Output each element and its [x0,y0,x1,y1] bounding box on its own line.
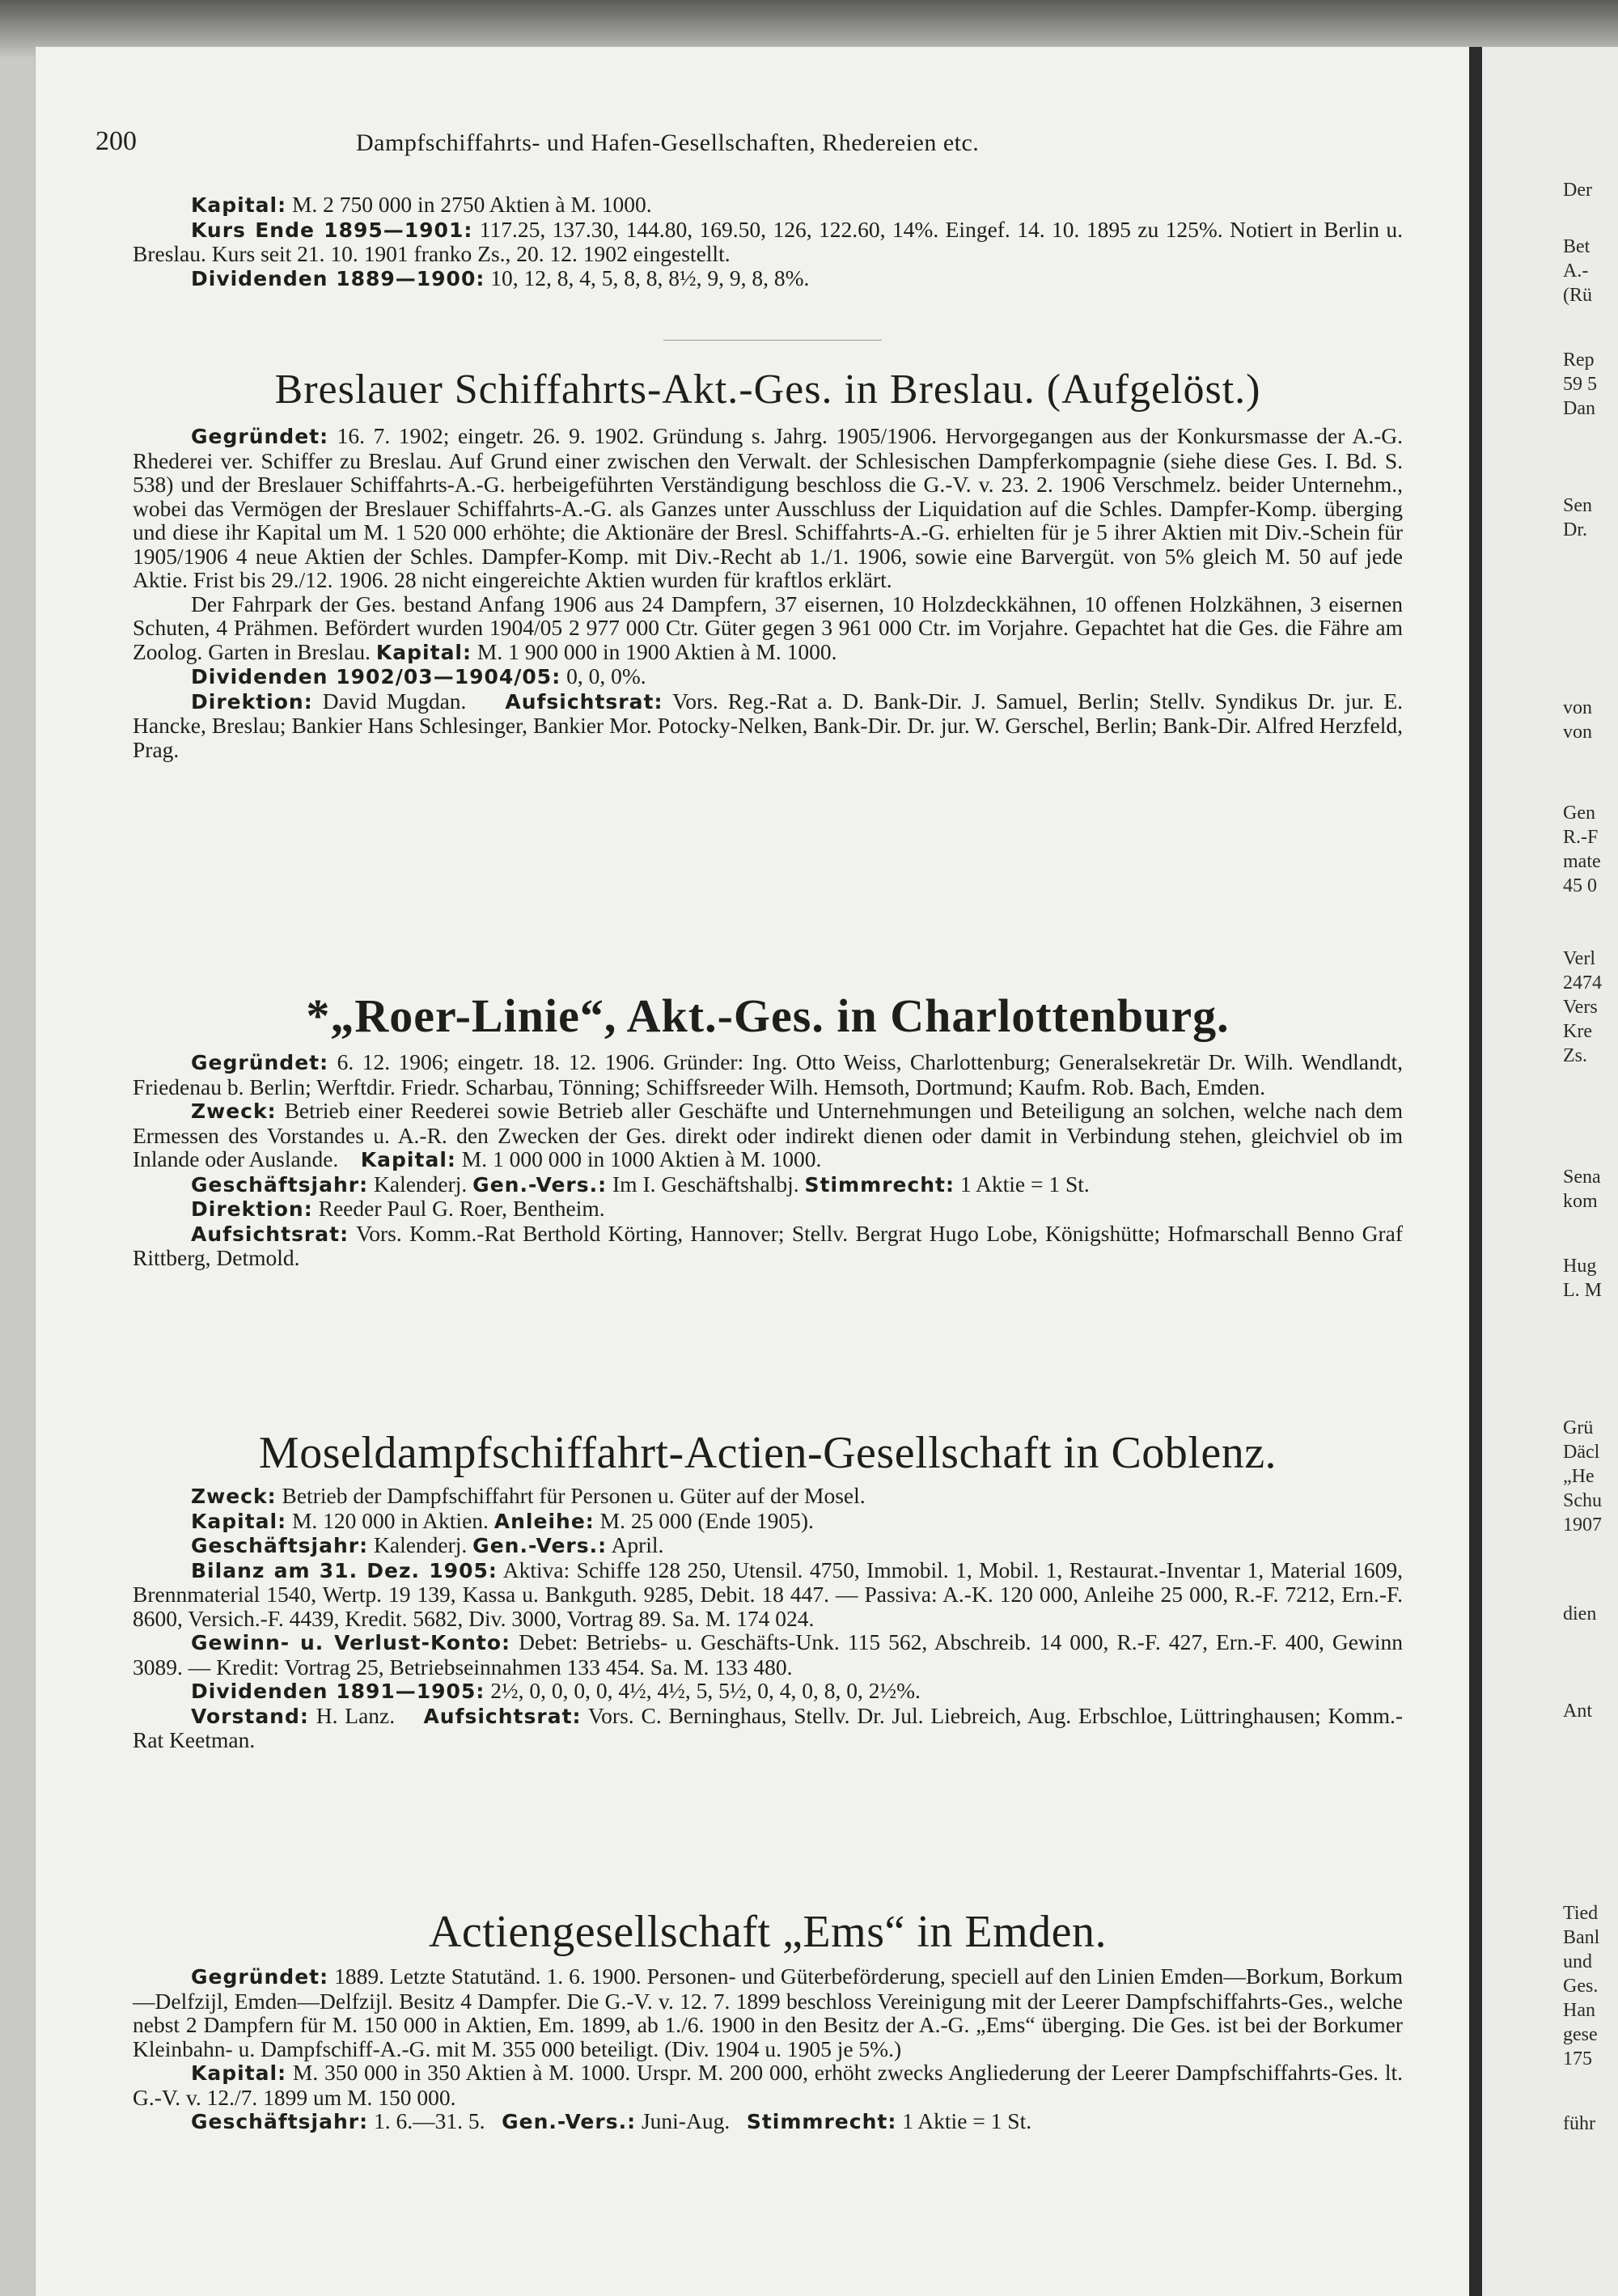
label: Stimmrecht: [804,1172,955,1197]
label: Geschäftsjahr: [191,2110,369,2133]
label: Gewinn- u. Verlust-Konto: [191,1631,511,1654]
entry-title-ems: Actiengesellschaft „Ems“ in Emden. [428,1907,1108,1957]
text: 16. 7. 1902; eingetr. 26. 9. 1902. Gründung s. Jahrg. 1905/1906. Hervorgegangen aus der Konkursmasse der A.-G. Rhederei ver. Schiffer zu Breslau. Auf Grund einer zwischen den Verwalt. der Schlesischen Dampferkompagnie (siehe diese Ges. I. Bd. S. 538) und der Breslauer Schiffahrts-A.-G. herbeigeführten Verständigung beschloss die G.-V. v. 23. 2. 1906 Verschmelz. beider Unternehm., wobei das Vermögen der Breslauer Schiffahrts-A.-G. als Ganzes unter Ausschluss der Liquidation auf die Schles. Dampfer-Komp. überging und diese ihr Kapital um M. 1 520 000 erhöhte; die Aktionäre der Bresl. Schiffahrts-A.-G. erhielten für je 5 ihrer Aktien mit Div.-Schein für 1905/1906 4 neue Aktien der Schles. Dampfer-Komp. mit Div.-Recht ab 1./1. 1906, sowie eine Barvergüt. von 5% gleich M. 50 auf jede Aktie. Frist bis 29./12. 1906. 28 nicht eingereichte Aktien wurden für kraftlos erklärt. [133,423,1403,592]
adjacent-page-strip [1482,47,1618,2296]
label: Gen.-Vers.: [502,2110,637,2133]
next-page-fragment: Schu [1563,1490,1602,1511]
next-page-fragment: Tied [1563,1903,1599,1924]
next-page-fragment: Han [1563,2000,1595,2021]
next-page-fragment: Däcl [1563,1442,1600,1463]
next-page-fragment: (Rü [1563,285,1592,306]
next-page-fragment: kom [1563,1191,1598,1212]
label: Dividenden 1889—1900: [191,266,485,290]
label: Kapital: [191,1509,287,1533]
next-page-fragment: Hug [1563,1256,1597,1277]
next-page-fragment: Sen [1563,495,1592,516]
next-page-fragment: 1907 [1563,1514,1602,1536]
label: Aufsichtsrat: [191,1222,349,1246]
entry-title-breslau: Breslauer Schiffahrts-Akt.-Ges. in Breslau. (Aufgelöst.) [274,366,1261,413]
text: Vors. Reg.-Rat a. D. Bank-Dir. J. Samuel, Berlin; Stellv. Syndikus Dr. jur. E. Hancke, Breslau; Bankier Hans Schlesinger, Bankier Mor. Potocky-Nelken, Bank-Dir. Dr. jur. W. Gerschel, Berlin; Bank-Dir. Alfred Herzfeld, Prag. [133,688,1403,762]
text: Debet: Betriebs- u. Geschäfts-Unk. 115 562, Abschreib. 14 000, R.-F. 427, Ern.-F. 400, Gewinn 3089. — Kredit: Vortrag 25, Betriebseinnahmen 133 454. Sa. M. 133 480. [133,1629,1404,1680]
text: M. 25 000 (Ende 1905). [594,1507,814,1533]
next-page-fragment: R.-F [1563,827,1599,848]
entry-mosel [133,1484,1403,1752]
text: Reeder Paul G. Roer, Bentheim. [312,1196,605,1221]
next-page-fragment: dien [1563,1603,1597,1625]
text: April. [607,1532,664,1557]
next-page-fragment: 175 [1563,2048,1592,2069]
text: Aktiva: Schiffe 128 250, Utensil. 4750, Immobil. 1, Mobil. 1, Restaurat.-Inventar 1, Material 1609, Brennmaterial 1540, Wertp. 19 139, Kassa u. Bankguth. 9285, Debit. 18 447. — Passiva: A.-K. 120 000, Anleihe 25 000, R.-F. 7212, Ern.-F. 8600, Versich.-F. 4439, Kredit. 5682, Div. 3000, Vortrag 89. Sa. M. 174 024. [133,1557,1403,1631]
label: Aufsichtsrat: [423,1704,582,1728]
prev-entry [133,193,1403,290]
text: M. 1 900 000 in 1900 Aktien à M. 1000. [472,638,837,664]
text: 0, 0, 0%. [561,663,646,688]
text: Im I. Geschäftshalbj. [607,1171,799,1197]
text: Betrieb einer Reederei sowie Betrieb aller Geschäfte und Unternehmungen und Beteiligung an solchen, welche nach dem Ermessen des Vorstandes u. A.-R. den Zwecken der Ges. direkt oder indirekt dienen oder damit in Verbindung stehen, gleichviel ob im Inlande oder Auslande. [133,1098,1403,1171]
text: 1889. Letzte Statutänd. 1. 6. 1900. Personen- und Güterbeförderung, speciell auf den Linien Emden—Borkum, Borkum—Delfzijl, Emden—Delfzijl. Besitz 4 Dampfer. Die G.-V. v. 12. 7. 1899 beschloss Vereinigung mit der Leerer Dampfschiffahrts-Ges., welche nebst 2 Dampfern für M. 150 000 in Aktien, Em. 1899, ab 1./6. 1900 in den Besitz der A.-G. „Ems“ überging. Die Ges. ist bei der Borkumer Kleinbahn- u. Dampfschiff-A.-G. mit M. 355 000 beteiligt. (Div. 1904 u. 1905 je 5%.) [133,1963,1403,2061]
label: Zweck: [191,1485,277,1508]
text: 6. 12. 1906; eingetr. 18. 12. 1906. Gründer: Ing. Otto Weiss, Charlottenburg; Generalsekretär Dr. Wilh. Wendlandt, Friedenau b. Berlin; Werftdir. Friedr. Scharbau, Tönning; Schiffsreeder Wilh. Hemsoth, Dortmund; Kaufm. Rob. Bach, Emden. [133,1049,1403,1099]
label: Geschäftsjahr: [191,1172,369,1197]
text: 1 Aktie = 1 St. [955,1171,1090,1197]
next-page-fragment: Kre [1563,1021,1592,1042]
next-page-fragment: „He [1563,1466,1595,1487]
next-page-fragment: gese [1563,2024,1598,2045]
next-page-fragment: mate [1563,851,1601,872]
text: 2½, 0, 0, 0, 0, 4½, 4½, 5, 5½, 0, 4, 0, 8, 0, 2½%. [485,1678,921,1703]
next-page-fragment: von [1563,697,1592,718]
text: M. 350 000 in 350 Aktien à M. 1000. Urspr. M. 200 000, erhöht zwecks Angliederung der Leerer Dampfschiffahrts-Ges. lt. G.-V. v. 12./7. 1899 um M. 150 000. [133,2060,1403,2110]
next-page-fragment: und [1563,1951,1592,1972]
text: David Mugdan. [312,688,467,714]
label: Gegründet: [191,1051,329,1074]
entry-breslau [133,424,1403,761]
next-page-fragment: Dr. [1563,519,1587,540]
entry-title-mosel: Moseldampfschiffahrt-Actien-Gesellschaft in Coblenz. [258,1428,1277,1478]
next-page-fragment: Ant [1563,1701,1592,1722]
next-page-fragment: Der [1563,180,1592,201]
next-page-fragment: Vers [1563,997,1598,1018]
label: Kapital: [191,193,287,217]
label: Kapital: [360,1148,456,1171]
label: Anleihe: [493,1509,595,1533]
label: Gegründet: [191,425,329,448]
next-page-fragment: 59 5 [1563,374,1597,395]
text: Der Fahrpark der Ges. bestand Anfang 1906 aus 24 Dampfern, 37 eisernen, 10 Holzdeckkähnen, 10 offenen Holzkähnen, 3 eisernen Schuten, 4 Prähmen. Befördert wurden 1904/05 2 977 000 Ctr. Güter gegen 3 961 000 Ctr. im Vorjahre. Gepachtet hat die Ges. die Fähre am Zoolog. Garten in Breslau. [133,591,1403,664]
next-page-fragment: 45 0 [1563,875,1597,896]
next-page-fragment: L. M [1563,1280,1602,1301]
next-page-fragment: Grü [1563,1417,1594,1438]
next-page-fragment: Verl [1563,948,1595,969]
label: Bilanz am 31. Dez. 1905: [191,1558,498,1582]
label: Gen.-Vers.: [472,1534,608,1557]
label: Dividenden 1891—1905: [191,1680,485,1703]
text: M. 2 750 000 in 2750 Aktien à M. 1000. [286,192,652,217]
book-gutter [1469,47,1482,2296]
label: Geschäftsjahr: [191,1534,369,1557]
entry-ems [133,1964,1403,2134]
next-page-fragment: Ges. [1563,1976,1599,1997]
page-number: 200 [95,126,137,156]
text: M. 1 000 000 in 1000 Aktien à M. 1000. [455,1146,822,1171]
next-page-fragment: A.- [1563,261,1589,282]
next-page-fragment: Zs. [1563,1045,1587,1066]
text: 1. 6.—31. 5. [368,2108,485,2133]
running-head: Dampfschiffahrts- und Hafen-Gesellschaften, Rhedereien etc. [356,129,980,156]
section-rule [663,340,882,341]
next-page-fragment: Sena [1563,1167,1601,1188]
next-page-fragment: führ [1563,2113,1595,2134]
next-page-fragment: 2474 [1563,972,1602,993]
label: Zweck: [191,1099,277,1123]
entry-title-roer: *„Roer-Linie“, Akt.-Ges. in Charlottenburg. [306,989,1230,1042]
entry-roer [133,1050,1403,1270]
text: Betrieb der Dampfschiffahrt für Personen u. Güter auf der Mosel. [276,1483,866,1508]
next-page-fragment: Dan [1563,398,1595,419]
text: M. 120 000 in Aktien. [286,1507,489,1533]
next-page-fragment: Bet [1563,236,1590,257]
text: 117.25, 137.30, 144.80, 169.50, 126, 122.60, 14%. Eingef. 14. 10. 1895 zu 125%. Notiert in Berlin u. Breslau. Kurs seit 21. 10. 1901 franko Zs., 20. 12. 1902 eingestellt. [133,216,1404,266]
next-page-fragment: Gen [1563,803,1595,824]
text: Kalenderj. [368,1171,468,1197]
label: Vorstand: [191,1704,309,1728]
label: Dividenden 1902/03—1904/05: [191,665,561,688]
label: Kapital: [191,2061,287,2085]
text: Vors. Komm.-Rat Berthold Körting, Hannover; Stellv. Bergrat Hugo Lobe, Königshütte; Hofmarschall Benno Graf Rittberg, Detmold. [133,1220,1403,1270]
text: Vors. C. Berninghaus, Stellv. Dr. Jul. Liebreich, Aug. Erbschloe, Lüttringhausen; Komm.-Rat Keetman. [133,1702,1403,1752]
label: Kurs Ende 1895—1901: [191,218,473,242]
label: Kapital: [375,640,472,664]
next-page-fragment: von [1563,722,1592,743]
text: Kalenderj. [368,1532,468,1557]
label: Direktion: [191,1197,313,1221]
text: H. Lanz. [308,1702,396,1728]
label: Aufsichtsrat: [505,689,663,714]
label: Gen.-Vers.: [472,1172,608,1197]
text: 1 Aktie = 1 St. [896,2108,1032,2133]
text: Juni-Aug. [636,2108,731,2133]
label: Stimmrecht: [746,2110,897,2133]
label: Gegründet: [191,1965,329,1989]
text: 10, 12, 8, 4, 5, 8, 8, 8½, 9, 9, 8, 8%. [485,265,810,290]
next-page-fragment: Rep [1563,349,1595,371]
next-page-fragment: Banl [1563,1927,1600,1948]
label: Direktion: [191,689,313,714]
